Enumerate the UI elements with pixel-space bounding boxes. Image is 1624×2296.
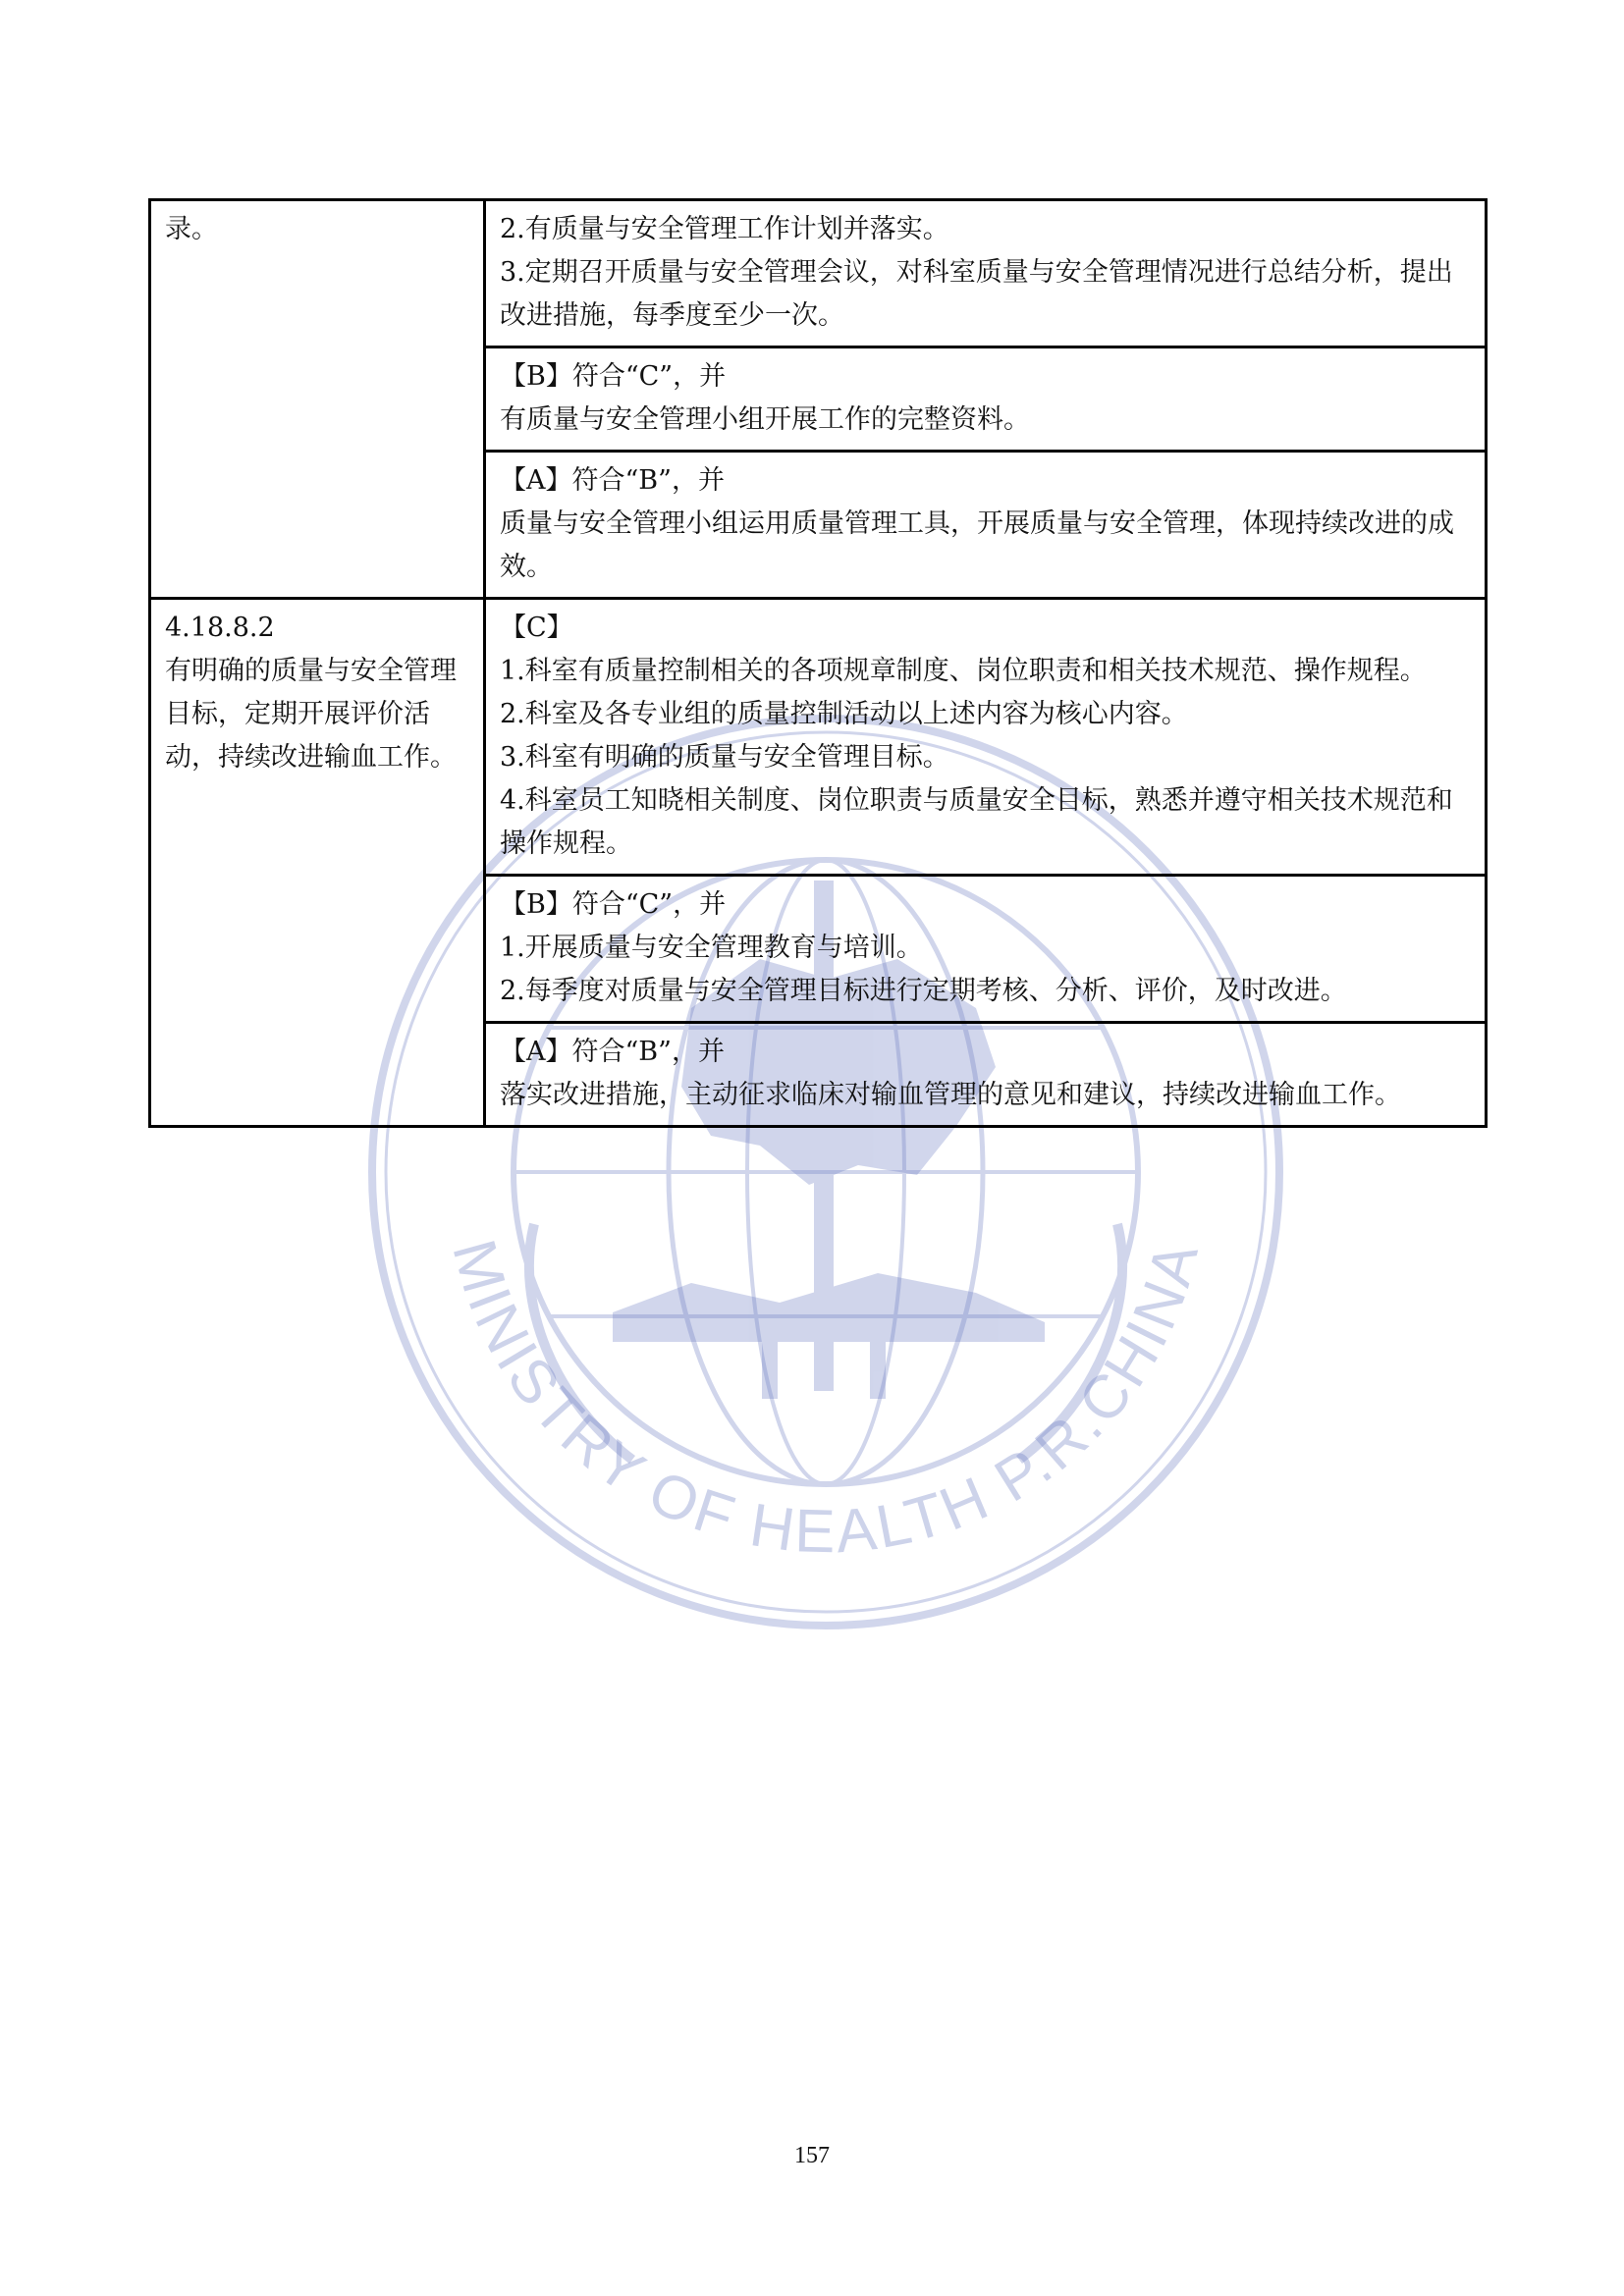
criterion-line: 1.科室有质量控制相关的各项规章制度、岗位职责和相关技术规范、操作规程。 (500, 656, 1427, 686)
grade-b-cell (485, 876, 1487, 1023)
criterion-line: 质量与安全管理小组运用质量管理工具，开展质量与安全管理，体现持续改进的成效。 (500, 508, 1454, 582)
standard-description-cell (150, 599, 485, 1127)
evaluation-standards-table (148, 198, 1488, 1128)
grade-b-cell (485, 347, 1487, 452)
grade-a-cell (485, 1023, 1487, 1127)
table-row (150, 200, 1487, 347)
grade-c-cell (485, 200, 1487, 347)
page-number: 157 (794, 2143, 830, 2168)
standard-code: 4.18.8.2 (165, 613, 275, 643)
grade-c-cell (485, 599, 1487, 876)
criterion-line: 有质量与安全管理小组开展工作的完整资料。 (500, 404, 1030, 435)
criterion-line: 2.科室及各专业组的质量控制活动以上述内容为核心内容。 (500, 699, 1188, 729)
criterion-line: 2.有质量与安全管理工作计划并落实。 (500, 214, 949, 244)
criterion-line: 3.科室有明确的质量与安全管理目标。 (500, 742, 949, 773)
grade-a-heading: 【A】符合“B”，并 (500, 1037, 725, 1067)
grade-b-heading: 【B】符合“C”，并 (500, 361, 727, 392)
criterion-line: 4.科室员工知晓相关制度、岗位职责与质量安全目标，熟悉并遵守相关技术规范和操作规程。 (500, 785, 1453, 859)
watermark-arc-text: MINISTRY OF HEALTH P.R.CHINA (439, 1233, 1213, 1567)
criterion-line: 2.每季度对质量与安全管理目标进行定期考核、分析、评价，及时改进。 (500, 976, 1347, 1006)
criterion-line: 落实改进措施，主动征求临床对输血管理的意见和建议，持续改进输血工作。 (500, 1080, 1401, 1110)
standard-description: 有明确的质量与安全管理目标，定期开展评价活动，持续改进输血工作。 (165, 656, 457, 773)
grade-a-heading: 【A】符合“B”，并 (500, 465, 725, 496)
criterion-line: 3.定期召开质量与安全管理会议，对科室质量与安全管理情况进行总结分析，提出改进措施，每季度至少一次。 (500, 257, 1453, 331)
table-row (150, 599, 1487, 876)
grade-b-heading: 【B】符合“C”，并 (500, 889, 727, 920)
grade-c-heading: 【C】 (500, 613, 573, 643)
standard-description-cell (150, 200, 485, 599)
standard-description: 录。 (165, 214, 218, 244)
criterion-line: 1.开展质量与安全管理教育与培训。 (500, 933, 923, 963)
grade-a-cell (485, 452, 1487, 599)
